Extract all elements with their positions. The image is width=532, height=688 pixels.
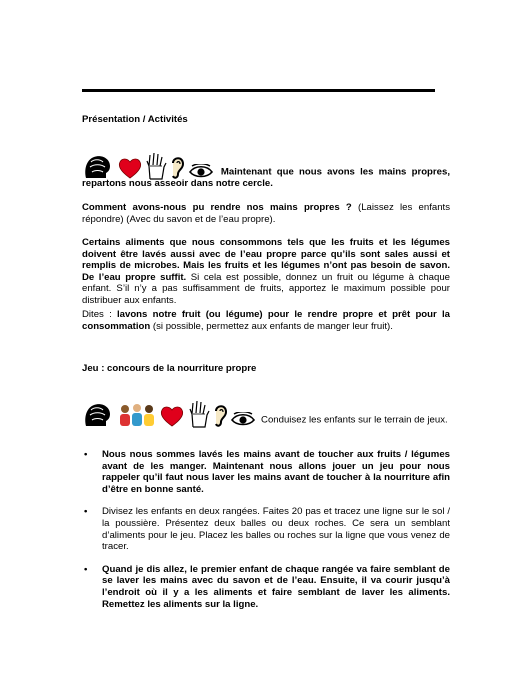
- eye-icon: [231, 412, 255, 428]
- bullet-marker: •: [84, 506, 88, 518]
- section-heading-game: Jeu : concours de la nourriture propre: [82, 363, 257, 374]
- question-text: Comment avons-nous pu rendre nos mains propres ?: [82, 202, 352, 213]
- bullet-marker: •: [84, 563, 88, 575]
- game-intro-text: Conduisez les enfants sur le terrain de jeux.: [261, 414, 448, 426]
- wash-fruit-note: (si possible, permettez aux enfants de manger leur fruit).: [150, 320, 393, 332]
- paragraph-game-intro: [82, 400, 450, 426]
- question-answer: (Laissez les enfants répondre) (Avec du savon et de l’eau propre).: [82, 202, 450, 225]
- bullet-marker: •: [84, 449, 88, 460]
- say-label: Dites :: [82, 309, 117, 320]
- paragraph-fruits: [82, 237, 450, 307]
- fruits-instructions: Si cela est possible, donnez un fruit ou légume à chaque enfant. S’il n’y a pas suffisamment de fruits, apportez le maximum possible pour distribuer aux enfants.: [82, 271, 450, 306]
- paragraph-question: [82, 202, 450, 225]
- icon-strip-game: [82, 400, 255, 426]
- paragraph-clean-hands: [82, 152, 450, 190]
- fruits-statement: Certains aliments que nous consommons tels que les fruits et les légumes doivent être lavés aussi avec de l’eau propre parce qu’ils sont sales aussi et remplis de microbes. Mais les fruits et les légumes n’ont pas besoin de savon. De l’eau propre suffit.: [82, 237, 450, 283]
- group-icon: [117, 402, 157, 428]
- icon-strip: [82, 152, 213, 178]
- hand-icon: [188, 400, 210, 428]
- ear-icon: [213, 402, 229, 428]
- section-heading-activities: Présentation / Activités: [82, 114, 188, 125]
- list-item-text: Divisez les enfants en deux rangées. Faites 20 pas et tracez une ligne sur le sol / la poussière. Présentez deux balles ou deux roches. Ce sera un semblant d’aliments pour le jeu. Placez les balles ou roches sur la ligne que vous venez de tracer.: [102, 506, 450, 553]
- hand-icon: [145, 152, 167, 180]
- game-steps-list: [82, 449, 450, 610]
- paragraph-wash-fruit: [82, 309, 450, 332]
- head-icon: [82, 154, 114, 180]
- list-item-text: Quand je dis allez, le premier enfant de chaque rangée va faire semblant de se laver les mains avec du savon et de l’eau. Ensuite, il va courir jusqu’à l’endroit où il y a les aliments et faire semblant de laver les aliments. Remettez les aliments sur la ligne.: [102, 563, 450, 610]
- clean-hands-statement: Maintenant que nous avons les mains propres, repartons nous asseoir dans notre cercle.: [82, 166, 450, 189]
- header-rule: [82, 89, 435, 92]
- list-item: [82, 449, 450, 495]
- ear-icon: [170, 154, 186, 180]
- heart-icon: [159, 404, 185, 428]
- wash-fruit-statement: lavons notre fruit (ou légume) pour le rendre propre et prêt pour la consommation: [82, 309, 450, 332]
- list-item: [82, 564, 450, 610]
- heart-icon: [117, 156, 143, 180]
- list-item: [82, 506, 450, 552]
- list-item-text: Nous nous sommes lavés les mains avant de toucher aux fruits / légumes avant de les manger. Maintenant nous allons jouer un jeu pour nous rappeler qu’il faut nous laver les mains avant de toucher à la nourriture afin d’être en bonne santé.: [102, 449, 450, 495]
- head-icon: [82, 402, 114, 428]
